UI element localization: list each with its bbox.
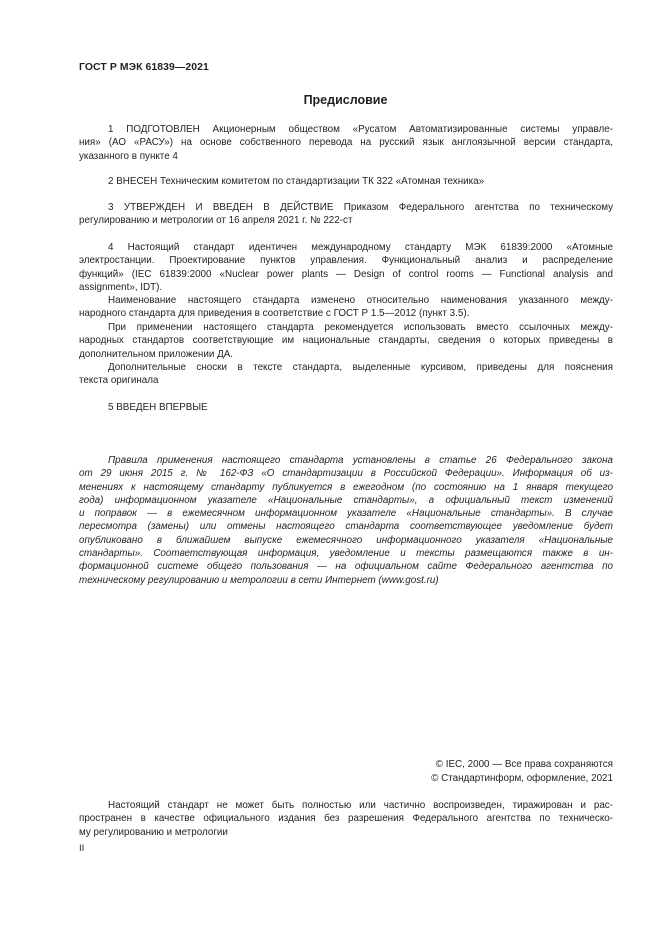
item-4-line: функций» (IEC 61839:2000 «Nuclear power plants — Design of control rooms — Functional analysis and [79, 268, 613, 280]
footer-line: Настоящий стандарт не может быть полностью или частично воспроизведен, тиражирован и рас- [108, 800, 613, 811]
item-4-identical [79, 241, 613, 294]
notice-line: техническому регулированию и метрологии в сети Интернет (www.gost.ru) [79, 574, 439, 586]
item-4b-line: народного стандарта для приведения в соответствие с ГОСТ Р 1.5—2012 (пункт 3.5). [79, 308, 470, 320]
item-4-line: электростанции. Проектирование пунктов управления. Функциональный анализ и распределение [79, 255, 613, 267]
page-number: II [79, 843, 85, 854]
notice-line: пересмотра (замены) или отмены настоящего стандарта соответствующее уведомление будет [79, 521, 613, 533]
notice-line: и поправок — в ежемесячном информационном указателе «Национальные стандарты». В случае [79, 508, 613, 520]
item-2-line: 2 ВНЕСЕН Техническим комитетом по стандартизации ТК 322 «Атомная техника» [108, 176, 485, 187]
notice-line: менениях к настоящему стандарту публикуется в ежегодном (по состоянию на 1 января текущего [79, 481, 613, 493]
notice-line: Правила применения настоящего стандарта установлены в статье 26 Федерального закона [108, 455, 613, 466]
item-4-line: assignment», IDT). [79, 281, 163, 293]
item-5-first-time [79, 401, 613, 414]
item-4c-line: При применении настоящего стандарта рекомендуется использовать вместо ссылочных между- [108, 322, 613, 333]
page-title: Предисловие [303, 93, 388, 107]
standard-code: ГОСТ Р МЭК 61839—2021 [79, 62, 209, 73]
item-3-line: 3 УТВЕРЖДЕН И ВВЕДЕН В ДЕЙСТВИЕ Приказом Федерального агентства по техническому [108, 202, 613, 213]
item-1-line: 1 ПОДГОТОВЛЕН Акционерным обществом «Русатом Автоматизированные системы управле- [108, 124, 613, 135]
item-4d-line: текста оригинала [79, 375, 159, 387]
notice-line: опубликовано в ближайшем выпуске ежемесячного информационного указателя «Национальные [79, 534, 613, 546]
item-4-name-change [79, 294, 613, 321]
item-4-references [79, 321, 613, 361]
item-4d-line: Дополнительные сноски в тексте стандарта, выделенные курсивом, приведены для пояснения [108, 362, 613, 373]
item-5-line: 5 ВВЕДЕН ВПЕРВЫЕ [108, 402, 208, 413]
item-4-line: 4 Настоящий стандарт идентичен международному стандарту МЭК 61839:2000 «Атомные [108, 242, 613, 253]
item-3-line: регулированию и метрологии от 16 апреля 2021 г. № 222-ст [79, 215, 353, 227]
item-1-prepared [79, 123, 613, 163]
copyright-iec: © IEC, 2000 — Все права сохраняются [435, 759, 613, 770]
rules-notice [79, 454, 613, 587]
footer-line: пространен в качестве официального издания без разрешения Федерального агентства по техническо- [79, 813, 613, 825]
item-4b-line: Наименование настоящего стандарта изменено относительно наименования указанного между- [108, 295, 613, 306]
item-2-submitted [79, 175, 613, 188]
item-4c-line: народных стандартов соответствующие им национальные стандарты, сведения о которых приведены в [79, 335, 613, 347]
item-4-footnotes [79, 361, 613, 388]
copyright-standartinform: © Стандартинформ, оформление, 2021 [431, 773, 613, 784]
notice-line: стандарты». Соответствующая информация, уведомление и тексты размещаются также в ин- [79, 548, 613, 560]
item-4c-line: дополнительном приложении ДА. [79, 348, 234, 360]
notice-line: формационной системе общего пользования — на официальном сайте Федерального агентства по [79, 561, 613, 573]
copyright-block [431, 758, 613, 786]
footer-line: му регулированию и метрологии [79, 826, 228, 838]
item-1-line: ния» (АО «РАСУ») на основе собственного перевода на русский язык англоязычной версии стандарта, [79, 137, 613, 149]
notice-line: от 29 июня 2015 г. № 162-ФЗ «О стандартизации в Российской Федерации». Информация об из- [79, 468, 613, 480]
item-1-line: указанного в пункте 4 [79, 150, 178, 162]
reproduction-notice [79, 799, 613, 839]
notice-line: года) информационном указателе «Национальные стандарты», а официальный текст изменений [79, 494, 613, 506]
item-3-approved [79, 201, 613, 228]
